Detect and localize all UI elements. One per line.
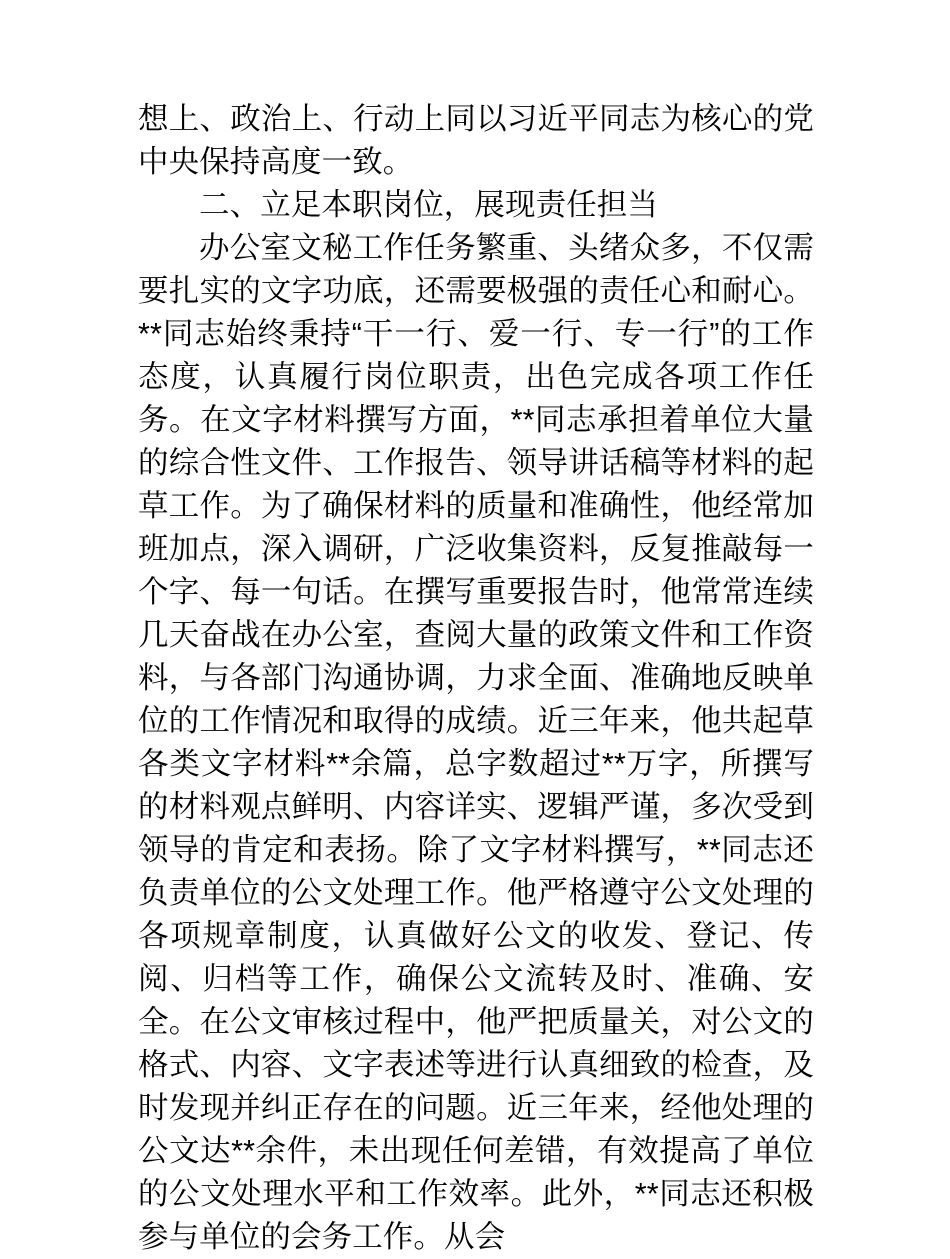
paragraph-continued: 想上、政治上、行动上同以习近平同志为核心的党中央保持高度一致。 xyxy=(138,102,814,179)
body-paragraph: 办公室文秘工作任务繁重、头绪众多，不仅需要扎实的文字功底，还需要极强的责任心和耐心。**同志始终秉持“干一行、爱一行、专一行”的工作态度，认真履行岗位职责，出色完成各项工作任务。在文字材料撰写方面，**同志承担着单位大量的综合性文件、工作报告、领导讲话稿等材料的起草工作。为了确保材料的质量和准确性，他经常加班加点，深入调研，广泛收集资料，反复推敲每一个字、每一句话。在撰写重要报告时，他常常连续几天奋战在办公室，查阅大量的政策文件和工作资料，与各部门沟通协调，力求全面、准确地反映单位的工作情况和取得的成绩。近三年来，他共起草各类文字材料**余篇，总字数超过**万字，所撰写的材料观点鲜明、内容详实、逻辑严谨，多次受到领导的肯定和表扬。除了文字材料撰写，**同志还负责单位的公文处理工作。他严格遵守公文处理的各项规章制度，认真做好公文的收发、登记、传阅、归档等工作，确保公文流转及时、准确、安全。在公文审核过程中，他严把质量关，对公文的格式、内容、文字表述等进行认真细致的检查，及时发现并纠正存在的问题。近三年来，经他处理的公文达**余件，未出现任何差错，有效提高了单位的公文处理水平和工作效率。此外，**同志还积极参与单位的会务工作。从会 xyxy=(138,231,814,1254)
document-text-column xyxy=(138,98,814,1259)
section-heading-two: 二、立足本职岗位，展现责任担当 xyxy=(199,188,658,222)
